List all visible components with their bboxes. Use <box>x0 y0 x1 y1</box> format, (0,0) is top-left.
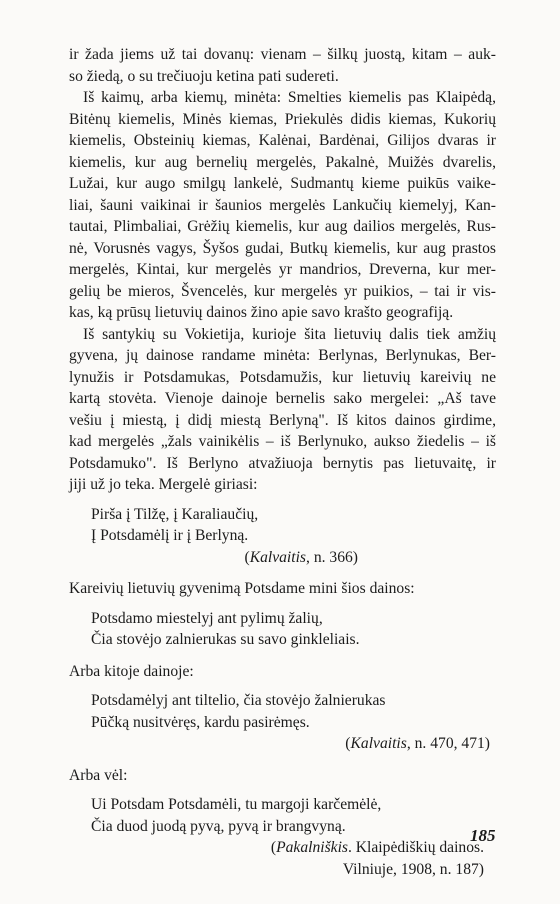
text-line: Iš kaimų, arba kiemų, minėta: Smelties kiemelis pas Klaipėdą, <box>83 89 496 106</box>
verse-line: Pūčką nusitvėręs, kardu pasirėmęs. <box>91 713 310 731</box>
text-line: tautai, Plimbaliai, Grėžių kiemelis, kur aug dailios mergelės, Rus- <box>69 218 496 235</box>
verse-source: (Pakalniškis. Klaipėdiškių dainos. <box>270 839 484 856</box>
verse-quote-2 <box>91 608 496 651</box>
text-line: kad mergelės „žals vainikėlis – iš Berlynuko, aukso žiedelis – iš <box>69 433 496 450</box>
verse-source: (Kalvaitis, n. 470, 471) <box>345 735 490 752</box>
source-name: Pakalniškis <box>276 839 348 856</box>
verse-source: (Kalvaitis, n. 366) <box>244 548 358 566</box>
source-name: Kalvaitis <box>249 548 307 566</box>
text-line: jiji už jo teka. Mergelė giriasi: <box>69 476 258 493</box>
text-line: Lužai, kur augo smilgų lankelė, Sudmantų kieme puikūs vaike- <box>69 175 496 192</box>
intro-line-2 <box>69 578 496 600</box>
text-line: so žiedą, o su trečiuoju ketina pati sudereti. <box>69 67 339 85</box>
text-line: vešiu į miestą, į didį miestą Berlyną". Iš kitos dainos girdime, <box>69 411 496 429</box>
text-line: kas, ką prūsų lietuvių dainos žino apie savo krašto geografiją. <box>69 304 454 321</box>
verse-line: Pirša į Tilžę, į Karaliaučių, <box>91 505 259 523</box>
text-line: lynužis ir Potsdamukas, Potsdamužis, kur lietuvių kareivių ne <box>69 368 496 386</box>
verse-line: Čia stovėjo zalnierukas su savo ginkleliais. <box>91 631 360 648</box>
text-line: ir žada jiems už tai dovanų: vienam – šilkų juostą, kitam – auk- <box>69 46 496 63</box>
opening-paragraph <box>69 44 496 87</box>
verse-line: Potsdamo miestelyj ant pylimų žalių, <box>91 609 323 627</box>
text-line: gyvena, jų dainose randame minėta: Berlynas, Berlynukas, Ber- <box>69 347 496 364</box>
places-paragraph <box>69 87 496 324</box>
text-line: kiemelis, Obsteinių kiemas, Kalėnai, Bardėnai, Gilijos dvaras ir <box>69 132 496 149</box>
intro-text: Kareivių lietuvių gyvenimą Potsdame mini šios dainos: <box>69 580 415 597</box>
verse-line: Potsdamėlyj ant tiltelio, čia stovėjo žalnierukas <box>91 692 386 709</box>
text-line: kiemelis, kur aug bernelių mergelės, Pakalnė, Muižės dvarelis, <box>69 153 496 171</box>
verse-quote-1 <box>91 504 496 569</box>
text-line: gelių be mieros, Švencelės, kur mergelės yr puikios, – tai ir vis- <box>69 282 496 300</box>
text-line: nė, Vorusnės vagys, Šyšos gudai, Butkų kiemelis, kur aug prastos <box>69 239 496 257</box>
verse-line: Čia duod juodą pyvą, pyvą ir brangvyną. <box>91 817 346 835</box>
verse-line: Ui Potsdam Potsdamėli, tu margoji karčemėlė, <box>91 796 382 813</box>
source-detail: . Klaipėdiškių dainos. <box>348 839 484 856</box>
verse-line: Į Potsdamėlį ir į Berlyną. <box>91 527 249 544</box>
text-line: Bitėnų kiemelis, Minės kiemas, Priekulės didis kiemas, Kukorių <box>69 110 496 128</box>
verse-quote-4 <box>91 794 496 880</box>
intro-text: Arba vėl: <box>69 766 128 784</box>
intro-text: Arba kitoje dainoje: <box>69 662 194 680</box>
verse-quote-3 <box>91 690 496 755</box>
source-name: Kalvaitis <box>350 735 407 752</box>
text-line: mergelės, Kintai, kur mergelės yr mandrios, Dreverna, kur mer- <box>69 261 496 278</box>
germany-paragraph <box>69 324 496 496</box>
text-line: kartą stovėta. Vienoje dainoje bernelis sako mergelei: „Aš tave <box>69 390 496 407</box>
source-detail: , n. 470, 471) <box>406 735 490 752</box>
text-line: liai, šauni vaikinai ir šaunios mergelės Lankučių kiemelyj, Kan- <box>69 196 496 214</box>
text-line: Potsdamuko". Iš Berlyno atvažiuoja bernytis pas lietuvaitę, ir <box>69 454 496 472</box>
intro-line-3 <box>69 661 496 683</box>
page-number: 185 <box>470 826 496 845</box>
intro-line-4 <box>69 765 496 787</box>
text-line: Iš santykių su Vokietija, kurioje šita lietuvių dalis tiek amžių <box>83 325 496 343</box>
verse-source-line-2: Vilniuje, 1908, n. 187) <box>342 860 484 878</box>
source-detail: , n. 366) <box>306 548 358 566</box>
